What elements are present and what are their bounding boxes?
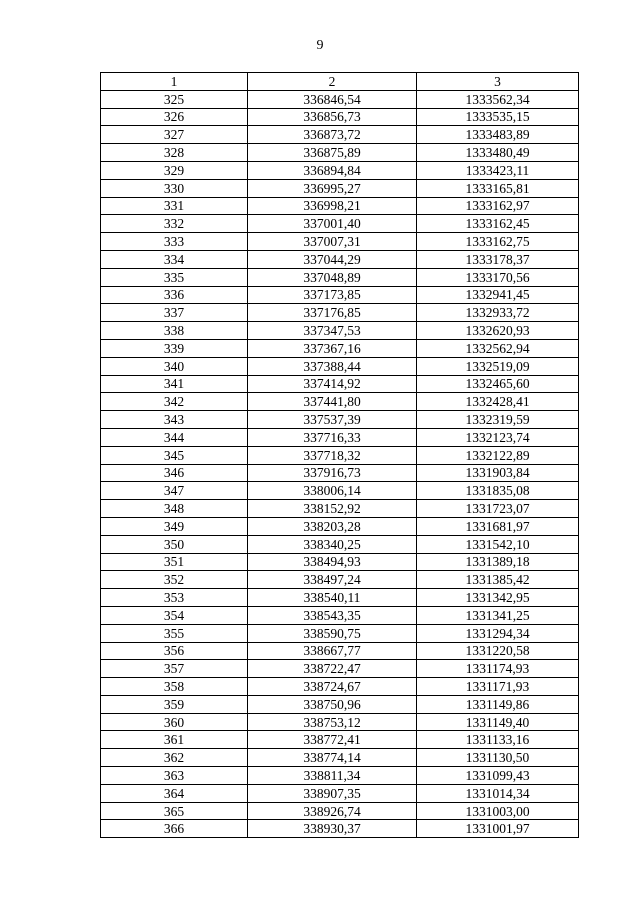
table-row [101, 624, 579, 642]
table-row [101, 731, 579, 749]
y-coordinate-cell: 1333178,37 [417, 250, 579, 268]
table-row [101, 375, 579, 393]
table-row [101, 678, 579, 696]
x-coordinate-cell: 338724,67 [248, 678, 417, 696]
table-row [101, 322, 579, 340]
point-number-cell: 341 [101, 375, 248, 393]
table-row [101, 802, 579, 820]
table-row [101, 571, 579, 589]
y-coordinate-cell: 1333423,11 [417, 161, 579, 179]
point-number-cell: 346 [101, 464, 248, 482]
y-coordinate-cell: 1332620,93 [417, 322, 579, 340]
y-coordinate-cell: 1333562,34 [417, 90, 579, 108]
y-coordinate-cell: 1331133,16 [417, 731, 579, 749]
table-row [101, 695, 579, 713]
point-number-cell: 335 [101, 268, 248, 286]
x-coordinate-cell: 338540,11 [248, 589, 417, 607]
point-number-cell: 337 [101, 304, 248, 322]
y-coordinate-cell: 1331723,07 [417, 500, 579, 518]
x-coordinate-cell: 337716,33 [248, 428, 417, 446]
y-coordinate-cell: 1331130,50 [417, 749, 579, 767]
point-number-cell: 357 [101, 660, 248, 678]
point-number-cell: 327 [101, 126, 248, 144]
column-header-3: 3 [417, 73, 579, 91]
table-row [101, 339, 579, 357]
x-coordinate-cell: 338494,93 [248, 553, 417, 571]
point-number-cell: 347 [101, 482, 248, 500]
x-coordinate-cell: 337007,31 [248, 233, 417, 251]
table-row [101, 428, 579, 446]
x-coordinate-cell: 337173,85 [248, 286, 417, 304]
table-row [101, 90, 579, 108]
point-number-cell: 333 [101, 233, 248, 251]
y-coordinate-cell: 1332941,45 [417, 286, 579, 304]
y-coordinate-cell: 1332562,94 [417, 339, 579, 357]
point-number-cell: 362 [101, 749, 248, 767]
y-coordinate-cell: 1331099,43 [417, 767, 579, 785]
table-row [101, 215, 579, 233]
y-coordinate-cell: 1333480,49 [417, 144, 579, 162]
y-coordinate-cell: 1333162,97 [417, 197, 579, 215]
x-coordinate-cell: 337048,89 [248, 268, 417, 286]
table-row [101, 589, 579, 607]
table-row [101, 553, 579, 571]
point-number-cell: 350 [101, 535, 248, 553]
table-row [101, 749, 579, 767]
y-coordinate-cell: 1331171,93 [417, 678, 579, 696]
y-coordinate-cell: 1331149,40 [417, 713, 579, 731]
point-number-cell: 330 [101, 179, 248, 197]
point-number-cell: 326 [101, 108, 248, 126]
point-number-cell: 340 [101, 357, 248, 375]
x-coordinate-cell: 336995,27 [248, 179, 417, 197]
x-coordinate-cell: 338340,25 [248, 535, 417, 553]
x-coordinate-cell: 338590,75 [248, 624, 417, 642]
point-number-cell: 331 [101, 197, 248, 215]
x-coordinate-cell: 338203,28 [248, 517, 417, 535]
x-coordinate-cell: 338006,14 [248, 482, 417, 500]
table-row [101, 161, 579, 179]
table-row [101, 144, 579, 162]
x-coordinate-cell: 337537,39 [248, 411, 417, 429]
point-number-cell: 365 [101, 802, 248, 820]
table-row [101, 517, 579, 535]
y-coordinate-cell: 1333162,75 [417, 233, 579, 251]
y-coordinate-cell: 1332465,60 [417, 375, 579, 393]
x-coordinate-cell: 338667,77 [248, 642, 417, 660]
x-coordinate-cell: 337176,85 [248, 304, 417, 322]
point-number-cell: 328 [101, 144, 248, 162]
x-coordinate-cell: 338543,35 [248, 606, 417, 624]
x-coordinate-cell: 338750,96 [248, 695, 417, 713]
x-coordinate-cell: 338753,12 [248, 713, 417, 731]
point-number-cell: 363 [101, 767, 248, 785]
x-coordinate-cell: 338930,37 [248, 820, 417, 838]
x-coordinate-cell: 337347,53 [248, 322, 417, 340]
table-row [101, 660, 579, 678]
x-coordinate-cell: 337414,92 [248, 375, 417, 393]
y-coordinate-cell: 1333535,15 [417, 108, 579, 126]
point-number-cell: 349 [101, 517, 248, 535]
point-number-cell: 329 [101, 161, 248, 179]
y-coordinate-cell: 1332122,89 [417, 446, 579, 464]
table-row [101, 784, 579, 802]
y-coordinate-cell: 1333483,89 [417, 126, 579, 144]
point-number-cell: 339 [101, 339, 248, 357]
table-row [101, 411, 579, 429]
point-number-cell: 342 [101, 393, 248, 411]
point-number-cell: 352 [101, 571, 248, 589]
point-number-cell: 345 [101, 446, 248, 464]
table-row [101, 482, 579, 500]
x-coordinate-cell: 336873,72 [248, 126, 417, 144]
y-coordinate-cell: 1332428,41 [417, 393, 579, 411]
x-coordinate-cell: 338907,35 [248, 784, 417, 802]
x-coordinate-cell: 336875,89 [248, 144, 417, 162]
x-coordinate-cell: 336998,21 [248, 197, 417, 215]
table-row [101, 446, 579, 464]
y-coordinate-cell: 1333170,56 [417, 268, 579, 286]
y-coordinate-cell: 1331014,34 [417, 784, 579, 802]
table-row [101, 767, 579, 785]
table-row [101, 606, 579, 624]
x-coordinate-cell: 336894,84 [248, 161, 417, 179]
y-coordinate-cell: 1331542,10 [417, 535, 579, 553]
x-coordinate-cell: 337718,32 [248, 446, 417, 464]
point-number-cell: 356 [101, 642, 248, 660]
x-coordinate-cell: 337916,73 [248, 464, 417, 482]
point-number-cell: 361 [101, 731, 248, 749]
point-number-cell: 358 [101, 678, 248, 696]
y-coordinate-cell: 1331389,18 [417, 553, 579, 571]
y-coordinate-cell: 1332123,74 [417, 428, 579, 446]
table-row [101, 126, 579, 144]
table-row [101, 393, 579, 411]
point-number-cell: 366 [101, 820, 248, 838]
point-number-cell: 332 [101, 215, 248, 233]
point-number-cell: 334 [101, 250, 248, 268]
point-number-cell: 355 [101, 624, 248, 642]
y-coordinate-cell: 1331001,97 [417, 820, 579, 838]
x-coordinate-cell: 337044,29 [248, 250, 417, 268]
point-number-cell: 348 [101, 500, 248, 518]
y-coordinate-cell: 1331294,34 [417, 624, 579, 642]
column-header-2: 2 [248, 73, 417, 91]
table-header-row [101, 73, 579, 91]
point-number-cell: 344 [101, 428, 248, 446]
point-number-cell: 364 [101, 784, 248, 802]
table-row [101, 286, 579, 304]
y-coordinate-cell: 1331342,95 [417, 589, 579, 607]
table-row [101, 713, 579, 731]
x-coordinate-cell: 337441,80 [248, 393, 417, 411]
page-number: 9 [316, 38, 324, 53]
y-coordinate-cell: 1331149,86 [417, 695, 579, 713]
table-row [101, 500, 579, 518]
point-number-cell: 343 [101, 411, 248, 429]
x-coordinate-cell: 338811,34 [248, 767, 417, 785]
table-row [101, 464, 579, 482]
x-coordinate-cell: 337367,16 [248, 339, 417, 357]
x-coordinate-cell: 338926,74 [248, 802, 417, 820]
table-row [101, 179, 579, 197]
point-number-cell: 354 [101, 606, 248, 624]
x-coordinate-cell: 336846,54 [248, 90, 417, 108]
x-coordinate-cell: 338772,41 [248, 731, 417, 749]
table-row [101, 108, 579, 126]
y-coordinate-cell: 1331385,42 [417, 571, 579, 589]
y-coordinate-cell: 1331903,84 [417, 464, 579, 482]
table-row [101, 304, 579, 322]
table-body [101, 90, 579, 837]
table-row [101, 535, 579, 553]
y-coordinate-cell: 1333165,81 [417, 179, 579, 197]
y-coordinate-cell: 1332319,59 [417, 411, 579, 429]
point-number-cell: 359 [101, 695, 248, 713]
point-number-cell: 360 [101, 713, 248, 731]
table-row [101, 197, 579, 215]
table-row [101, 268, 579, 286]
x-coordinate-cell: 337001,40 [248, 215, 417, 233]
y-coordinate-cell: 1331174,93 [417, 660, 579, 678]
column-header-1: 1 [101, 73, 248, 91]
point-number-cell: 336 [101, 286, 248, 304]
x-coordinate-cell: 336856,73 [248, 108, 417, 126]
y-coordinate-cell: 1333162,45 [417, 215, 579, 233]
table-row [101, 642, 579, 660]
y-coordinate-cell: 1331835,08 [417, 482, 579, 500]
y-coordinate-cell: 1331220,58 [417, 642, 579, 660]
y-coordinate-cell: 1331003,00 [417, 802, 579, 820]
coordinates-table [100, 72, 579, 838]
y-coordinate-cell: 1331681,97 [417, 517, 579, 535]
table-row [101, 357, 579, 375]
x-coordinate-cell: 337388,44 [248, 357, 417, 375]
point-number-cell: 338 [101, 322, 248, 340]
point-number-cell: 325 [101, 90, 248, 108]
table-row [101, 233, 579, 251]
y-coordinate-cell: 1331341,25 [417, 606, 579, 624]
point-number-cell: 351 [101, 553, 248, 571]
x-coordinate-cell: 338152,92 [248, 500, 417, 518]
point-number-cell: 353 [101, 589, 248, 607]
table-row [101, 820, 579, 838]
y-coordinate-cell: 1332519,09 [417, 357, 579, 375]
table-row [101, 250, 579, 268]
y-coordinate-cell: 1332933,72 [417, 304, 579, 322]
x-coordinate-cell: 338774,14 [248, 749, 417, 767]
x-coordinate-cell: 338722,47 [248, 660, 417, 678]
x-coordinate-cell: 338497,24 [248, 571, 417, 589]
